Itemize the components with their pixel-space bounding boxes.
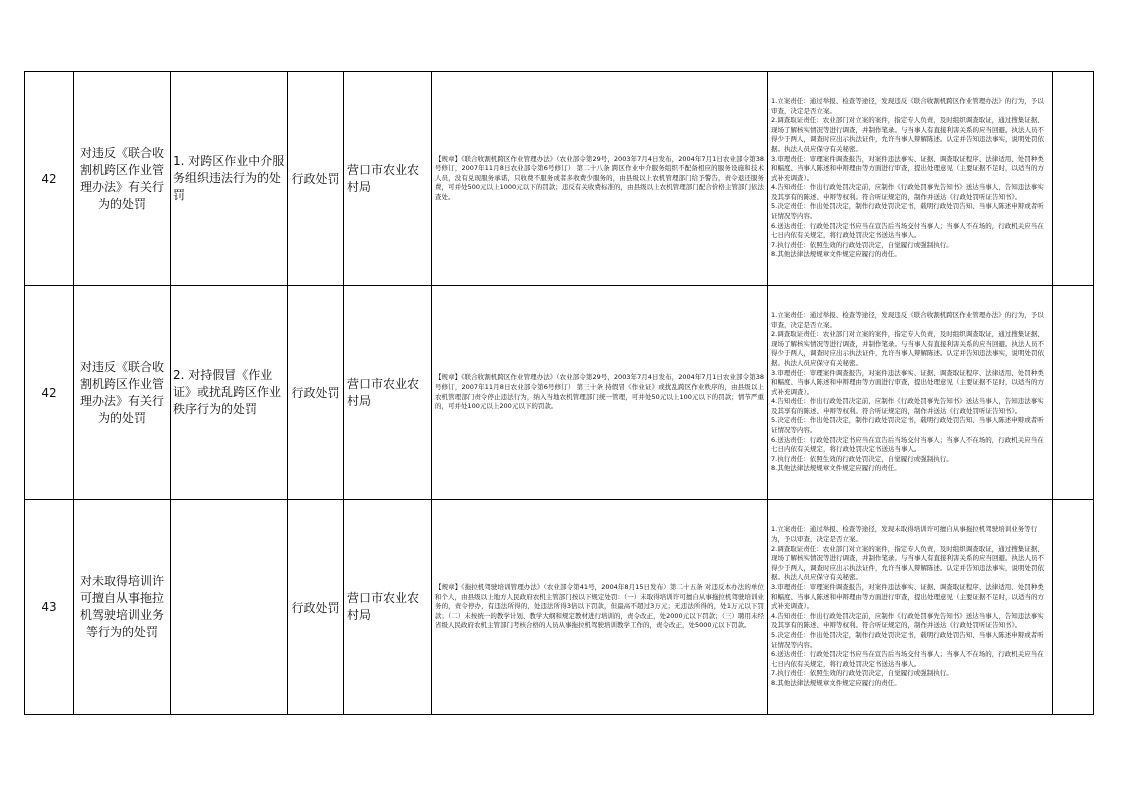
responsibility-item: 3.审理责任：审理案件调查报告，对案件违法事实、证据、调查取证程序、法律适用、处罚种类和幅度、当事人陈述和申辩理由等方面进行审查，提出处理意见（主要证据不足时，以适当的方式补充调查）。: [771, 368, 1044, 396]
row-number: 43: [25, 500, 74, 715]
responsibility-item: 1.立案责任：通过举报、检查等途径，发现违反《联合收割机跨区作业管理办法》的行为，予以审查，决定是否立案。: [771, 310, 1044, 329]
responsibility-item: 5.决定责任：作出处罚决定，制作行政处罚决定书，载明行政处罚告知、当事人陈述申辩或者听证情况等内容。: [771, 202, 1044, 221]
table-row: [25, 500, 1094, 715]
responsibility-item: 8.其他法律法规规章文件规定应履行的责任。: [771, 678, 901, 687]
item-name: 对未取得培训许可擅自从事拖拉机驾驶培训业务等行为的处罚: [74, 500, 171, 715]
legal-basis: 【规章】《联合收割机跨区作业管理办法》（农业部令第29号，2003年7月4日发布，2004年7月1日农业部令第38号修订，2007年11月8日农业部令第6号修订） 第三十条 持假冒《作业证》或扰乱跨区作业秩序的，由县级以上农机管理部门责令停止违法行为，纳入当地农机管理部门统一管理，可并处50元以上100元以下的罚款；情节严重的，可并处100元以上200元以下的罚款。: [432, 286, 768, 500]
row-number: 42: [25, 286, 74, 500]
remarks-cell: [1053, 72, 1094, 286]
responsibility-item: 6.送达责任：行政处罚决定书应当在宣告后当场交付当事人；当事人不在场的，行政机关应当在七日内依有关规定，将行政处罚决定书送达当事人。: [771, 650, 1044, 668]
item-name: 对违反《联合收割机跨区作业管理办法》有关行为的处罚: [74, 72, 171, 286]
legal-basis: 【规章】《拖拉机驾驶培训管理办法》（农业部令第41号，2004年8月15日发布）第二十五条 对违反本办法的单位和个人，由县级以上地方人民政府农机主管部门按以下规定处罚：（一）未取得培训许可擅自从事拖拉机驾驶培训业务的，责令停办，有违法所得的，处违法所得3倍以下罚款，但最高不超过3万元；无违法所得的，处1万元以下罚款；（二）未按统一的教学计划、教学大纲和规定教材进行培训的，责令改正，处2000元以下罚款；（三）聘用未经省级人民政府农机主管部门考核合格的人员从事拖拉机驾驶培训教学工作的，责令改正，处5000元以下罚款。: [432, 500, 768, 715]
responsibility-item: 5.决定责任：作出处罚决定，制作行政处罚决定书，载明行政处罚告知、当事人陈述申辩或者听证情况等内容。: [771, 630, 1044, 649]
responsibility-item: 2.调查取证责任：农业部门对立案的案件，指定专人负责，及时组织调查取证，通过搜集证据、现场了解核实情况等进行调查，并制作笔录。与当事人有直接利害关系的应当回避。执法人员不得少于两人，调查时应出示执法证件，允许当事人辩解陈述。认定并告知违法事实，说明处罚依据。执法人员应保守有关秘密。: [771, 544, 1044, 582]
power-list-table: [24, 71, 1094, 715]
responsibility-item: 7.执行责任：依照生效的行政处罚决定，自觉履行或强制执行。: [771, 454, 953, 463]
responsibility-item: 5.决定责任：作出处罚决定，制作行政处罚决定书，载明行政处罚告知、当事人陈述申辩或者听证情况等内容。: [771, 416, 1044, 435]
responsibility-item: 2.调查取证责任：农业部门对立案的案件，指定专人负责，及时组织调查取证，通过搜集证据、现场了解核实情况等进行调查，并制作笔录。与当事人有直接利害关系的应当回避。执法人员不得少于两人，调查时应出示执法证件，允许当事人辩解陈述。认定并告知违法事实，说明处罚依据。执法人员应保守有关秘密。: [771, 330, 1044, 367]
responsibility-item: 8.其他法律法规规章文件规定应履行的责任。: [771, 464, 901, 473]
sub-item-name: [171, 500, 288, 715]
sub-item-name: 2. 对持假冒《作业证》或扰乱跨区作业秩序行为的处罚: [171, 286, 288, 500]
table-row: [25, 72, 1094, 286]
responsibility-item: 6.送达责任：行政处罚决定书应当在宣告后当场交付当事人；当事人不在场的，行政机关应当在七日内依有关规定，将行政处罚决定书送达当事人。: [771, 435, 1044, 454]
implementing-department: 营口市农业农村局: [344, 286, 432, 500]
responsibilities: [768, 500, 1053, 715]
remarks-cell: [1053, 286, 1094, 500]
responsibility-item: 8.其他法律法规规章文件规定应履行的责任。: [771, 250, 901, 259]
implementing-department: 营口市农业农村局: [344, 72, 432, 286]
responsibility-item: 7.执行责任：依照生效的行政处罚决定，自觉履行或强制执行。: [771, 669, 953, 678]
responsibilities: [768, 286, 1053, 500]
responsibility-item: 4.告知责任：作出行政处罚决定前，应制作《行政处罚事先告知书》送达当事人，告知违法事实及其享有的陈述、申辩等权利。符合听证规定的，制作并送达《行政处罚听证告知书》。: [771, 183, 1044, 201]
implementing-department: 营口市农业农村局: [344, 500, 432, 715]
row-number: 42: [25, 72, 74, 286]
responsibility-item: 4.告知责任：作出行政处罚决定前，应制作《行政处罚事先告知书》送达当事人，告知违法事实及其享有的陈述、申辩等权利。符合听证规定的，制作并送达《行政处罚听证告知书》。: [771, 611, 1044, 630]
power-type: 行政处罚: [288, 500, 344, 715]
responsibility-item: 6.送达责任：行政处罚决定书应当在宣告后当场交付当事人；当事人不在场的，行政机关应当在七日内依有关规定，将行政处罚决定书送达当事人。: [771, 221, 1044, 240]
remarks-cell: [1053, 500, 1094, 715]
responsibility-item: 7.执行责任：依照生效的行政处罚决定，自觉履行或强制执行。: [771, 240, 953, 249]
responsibility-item: 4.告知责任：作出行政处罚决定前，应制作《行政处罚事先告知书》送达当事人，告知违法事实及其享有的陈述、申辩等权利。符合听证规定的，制作并送达《行政处罚听证告知书》。: [771, 397, 1044, 415]
power-type: 行政处罚: [288, 72, 344, 286]
legal-basis: 【规章】《联合收割机跨区作业管理办法》（农业部令第29号，2003年7月4日发布，2004年7月1日农业部令第38号修订，2007年11月8日农业部令第6号修订） 第二十八条 跨区作业中介服务组织不配备相应的服务设施和技术人员，没有兑现服务承诺，只收费不服务或者多收费少服务的，由县级以上农机管理部门给予警告，责令退还服务费，可并处500元以上1000元以下的罚款；违反有关收费标准的，由县级以上农机管理部门配合价格主管部门依法查处。: [432, 72, 768, 286]
responsibility-item: 1.立案责任：通过举报、检查等途径，发现违反《联合收割机跨区作业管理办法》的行为，予以审查，决定是否立案。: [771, 96, 1044, 115]
power-type: 行政处罚: [288, 286, 344, 500]
table-row: [25, 286, 1094, 500]
responsibilities: [768, 72, 1053, 286]
sub-item-name: 1. 对跨区作业中介服务组织违法行为的处罚: [171, 72, 288, 286]
responsibility-item: 1.立案责任：通过举报、检查等途径，发现未取得培训许可擅自从事拖拉机驾驶培训业务等行为，予以审查，决定是否立案。: [771, 525, 1038, 544]
item-name: 对违反《联合收割机跨区作业管理办法》有关行为的处罚: [74, 286, 171, 500]
responsibility-item: 2.调查取证责任：农业部门对立案的案件，指定专人负责，及时组织调查取证，通过搜集证据、现场了解核实情况等进行调查，并制作笔录。与当事人有直接利害关系的应当回避。执法人员不得少于两人，调查时应出示执法证件，允许当事人辩解陈述。认定并告知违法事实，说明处罚依据。执法人员应保守有关秘密。: [771, 116, 1044, 153]
responsibility-item: 3.审理责任：审理案件调查报告，对案件违法事实、证据、调查取证程序、法律适用、处罚种类和幅度、当事人陈述和申辩理由等方面进行审查，提出处理意见（主要证据不足时，以适当的方式补充调查）。: [771, 154, 1044, 182]
responsibility-item: 3.审理责任：审理案件调查报告，对案件违法事实、证据、调查取证程序、法律适用、处罚种类和幅度、当事人陈述和申辩理由等方面进行审查，提出处理意见（主要证据不足时，以适当的方式补充调查）。: [771, 583, 1044, 611]
